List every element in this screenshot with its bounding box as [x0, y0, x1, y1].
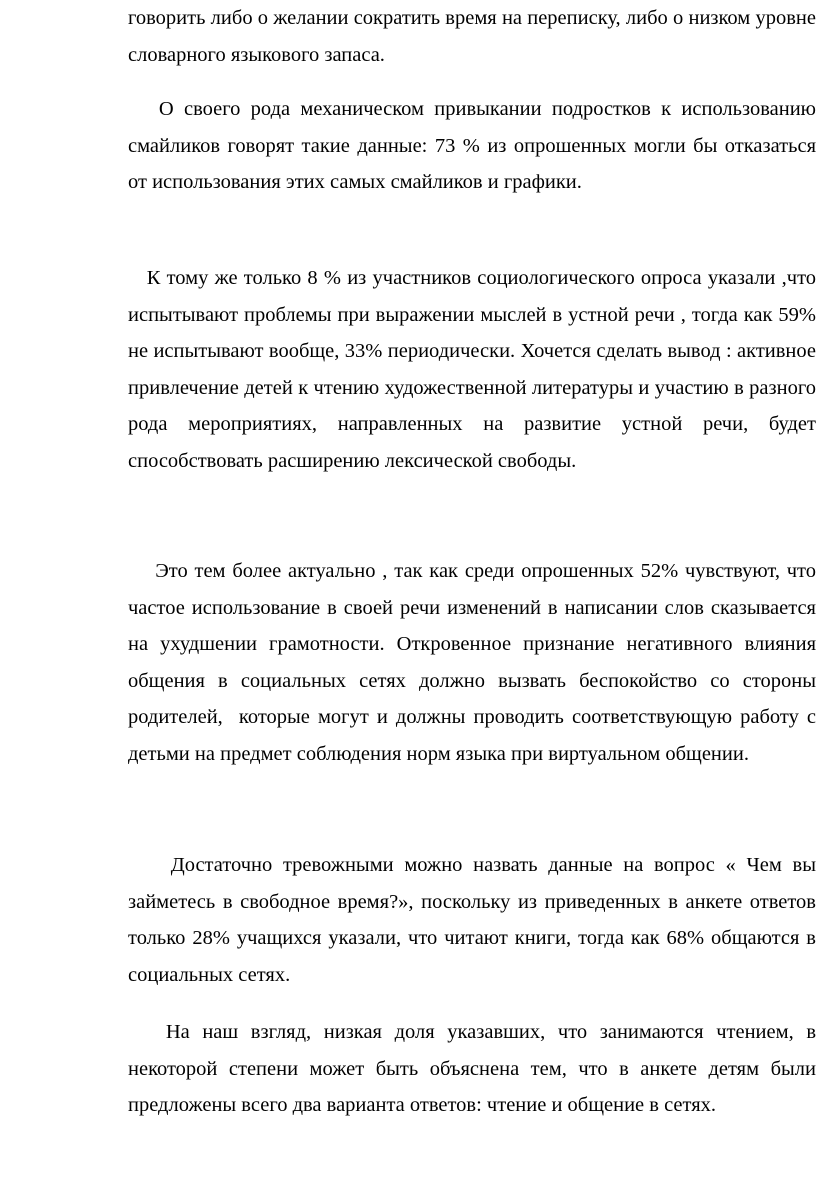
- paragraph-1: говорить либо о желании сократить время на переписку, либо о низком уровне словарного языкового запаса.: [128, 7, 816, 66]
- paragraph-2: О своего рода механическом привыкании подростков к использованию смайликов говорят такие данные: 73 % из опрошенных могли бы отказаться от использования этих самых смайликов и графики.: [128, 98, 816, 193]
- paragraph-5: Достаточно тревожными можно назвать данные на вопрос « Чем вы займетесь в свободное время?», поскольку из приведенных в анкете ответов только 28% учащихся указали, что читают книги, тогда как 68% общаются в социальных сетях.: [128, 854, 816, 986]
- paragraph-3: К тому же только 8 % из участников социологического опроса указали ,что испытывают проблемы при выражении мыслей в устной речи , тогда как 59% не испытывают вообще, 33% периодически. Хочется сделать вывод : активное привлечение детей к чтению художественной литературы и участию в разного рода мероприятиях, направленных на развитие устной речи, будет способствовать расширению лексической свободы.: [128, 267, 816, 472]
- paragraph-4: Это тем более актуально , так как среди опрошенных 52% чувствуют, что частое использование в своей речи изменений в написании слов сказывается на ухудшении грамотности. Откровенное признание негативного влияния общения в социальных сетях должно вызвать беспокойство со стороны родителей, которые могут и должны проводить соответствующую работу с детьми на предмет соблюдения норм языка при виртуальном общении.: [128, 560, 816, 765]
- paragraph-6: На наш взгляд, низкая доля указавших, что занимаются чтением, в некоторой степени может быть объяснена тем, что в анкете детям были предложены всего два варианта ответов: чтение и общение в сетях.: [128, 1021, 816, 1116]
